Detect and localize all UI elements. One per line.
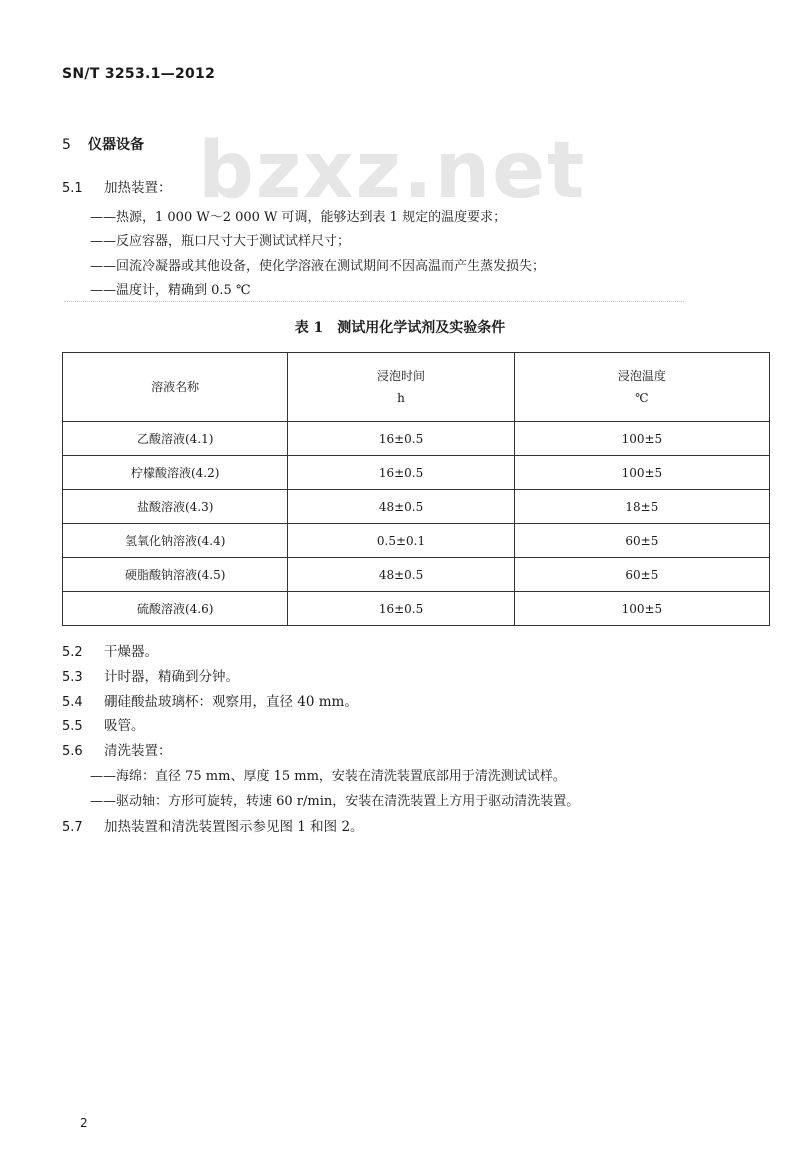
cell-solution: 硫酸溶液(4.6) bbox=[63, 592, 288, 626]
item-text: 计时器，精确到分钟。 bbox=[104, 669, 239, 685]
cell-time: 0.5±0.1 bbox=[288, 524, 514, 558]
subitem-condenser: ——回流冷凝器或其他设备，使化学溶液在测试期间不因高温而产生蒸发损失； bbox=[90, 259, 546, 274]
item-5-3 bbox=[62, 667, 239, 688]
divider-line bbox=[64, 301, 684, 302]
item-text: 清洗装置： bbox=[104, 743, 172, 759]
table-header-row bbox=[63, 353, 770, 422]
header-soak-time: 浸泡时间 h bbox=[288, 353, 514, 422]
item-5-1 bbox=[62, 178, 172, 199]
cell-solution: 硬脂酸钠溶液(4.5) bbox=[63, 558, 288, 592]
watermark-text: bzxz.net bbox=[198, 126, 587, 216]
cell-temperature: 100±5 bbox=[514, 592, 769, 626]
cell-temperature: 60±5 bbox=[514, 524, 769, 558]
item-text: 加热装置和清洗装置图示参见图 1 和图 2。 bbox=[104, 819, 364, 835]
subitem-reaction-vessel: ——反应容器，瓶口尺寸大于测试试样尺寸； bbox=[90, 234, 351, 249]
header-soak-temperature: 浸泡温度 ℃ bbox=[514, 353, 769, 422]
cell-solution: 柠檬酸溶液(4.2) bbox=[63, 456, 288, 490]
item-number: 5.4 bbox=[62, 695, 83, 710]
cell-temperature: 100±5 bbox=[514, 422, 769, 456]
subitem-heat-source: ——热源，1 000 W～2 000 W 可调，能够达到表 1 规定的温度要求； bbox=[90, 210, 507, 225]
item-text: 吸管。 bbox=[104, 718, 145, 734]
cell-time: 16±0.5 bbox=[288, 592, 514, 626]
cell-time: 16±0.5 bbox=[288, 456, 514, 490]
cell-time: 48±0.5 bbox=[288, 558, 514, 592]
item-5-2 bbox=[62, 642, 158, 663]
cell-solution: 乙酸溶液(4.1) bbox=[63, 422, 288, 456]
table-row bbox=[63, 456, 770, 490]
item-text: 加热装置： bbox=[104, 180, 172, 196]
cell-temperature: 100±5 bbox=[514, 456, 769, 490]
item-5-5 bbox=[62, 716, 145, 737]
section-title: 仪器设备 bbox=[88, 137, 144, 153]
item-5-7 bbox=[62, 817, 364, 838]
subitem-drive-shaft: ——驱动轴：方形可旋转，转速 60 r/min，安装在清洗装置上方用于驱动清洗装置。 bbox=[90, 794, 580, 809]
table-row bbox=[63, 592, 770, 626]
header-solution-name: 溶液名称 bbox=[63, 353, 288, 422]
cell-solution: 氢氧化钠溶液(4.4) bbox=[63, 524, 288, 558]
section-number: 5 bbox=[62, 137, 71, 153]
item-number: 5.6 bbox=[62, 744, 83, 759]
subitem-sponge: ——海绵：直径 75 mm、厚度 15 mm，安装在清洗装置底部用于清洗测试试样。 bbox=[90, 769, 566, 784]
table-caption: 表 1 测试用化学试剂及实验条件 bbox=[294, 320, 506, 336]
item-number: 5.2 bbox=[62, 645, 83, 660]
cell-temperature: 60±5 bbox=[514, 558, 769, 592]
table-row bbox=[63, 524, 770, 558]
cell-time: 48±0.5 bbox=[288, 490, 514, 524]
section-heading bbox=[62, 134, 144, 154]
document-code: SN/T 3253.1—2012 bbox=[62, 66, 216, 82]
table-row bbox=[63, 558, 770, 592]
subitem-thermometer: ——温度计，精确到 0.5 ℃ bbox=[90, 283, 251, 298]
conditions-table bbox=[62, 352, 770, 626]
table-row bbox=[63, 422, 770, 456]
item-number: 5.7 bbox=[62, 820, 83, 835]
item-5-6 bbox=[62, 741, 172, 762]
table-row bbox=[63, 490, 770, 524]
item-number: 5.3 bbox=[62, 670, 83, 685]
cell-temperature: 18±5 bbox=[514, 490, 769, 524]
item-number: 5.5 bbox=[62, 719, 83, 734]
item-text: 干燥器。 bbox=[104, 644, 158, 660]
cell-solution: 盐酸溶液(4.3) bbox=[63, 490, 288, 524]
cell-time: 16±0.5 bbox=[288, 422, 514, 456]
page-number: 2 bbox=[80, 1116, 88, 1130]
item-number: 5.1 bbox=[62, 181, 83, 196]
item-text: 硼硅酸盐玻璃杯：观察用，直径 40 mm。 bbox=[104, 694, 358, 710]
item-5-4 bbox=[62, 692, 358, 713]
